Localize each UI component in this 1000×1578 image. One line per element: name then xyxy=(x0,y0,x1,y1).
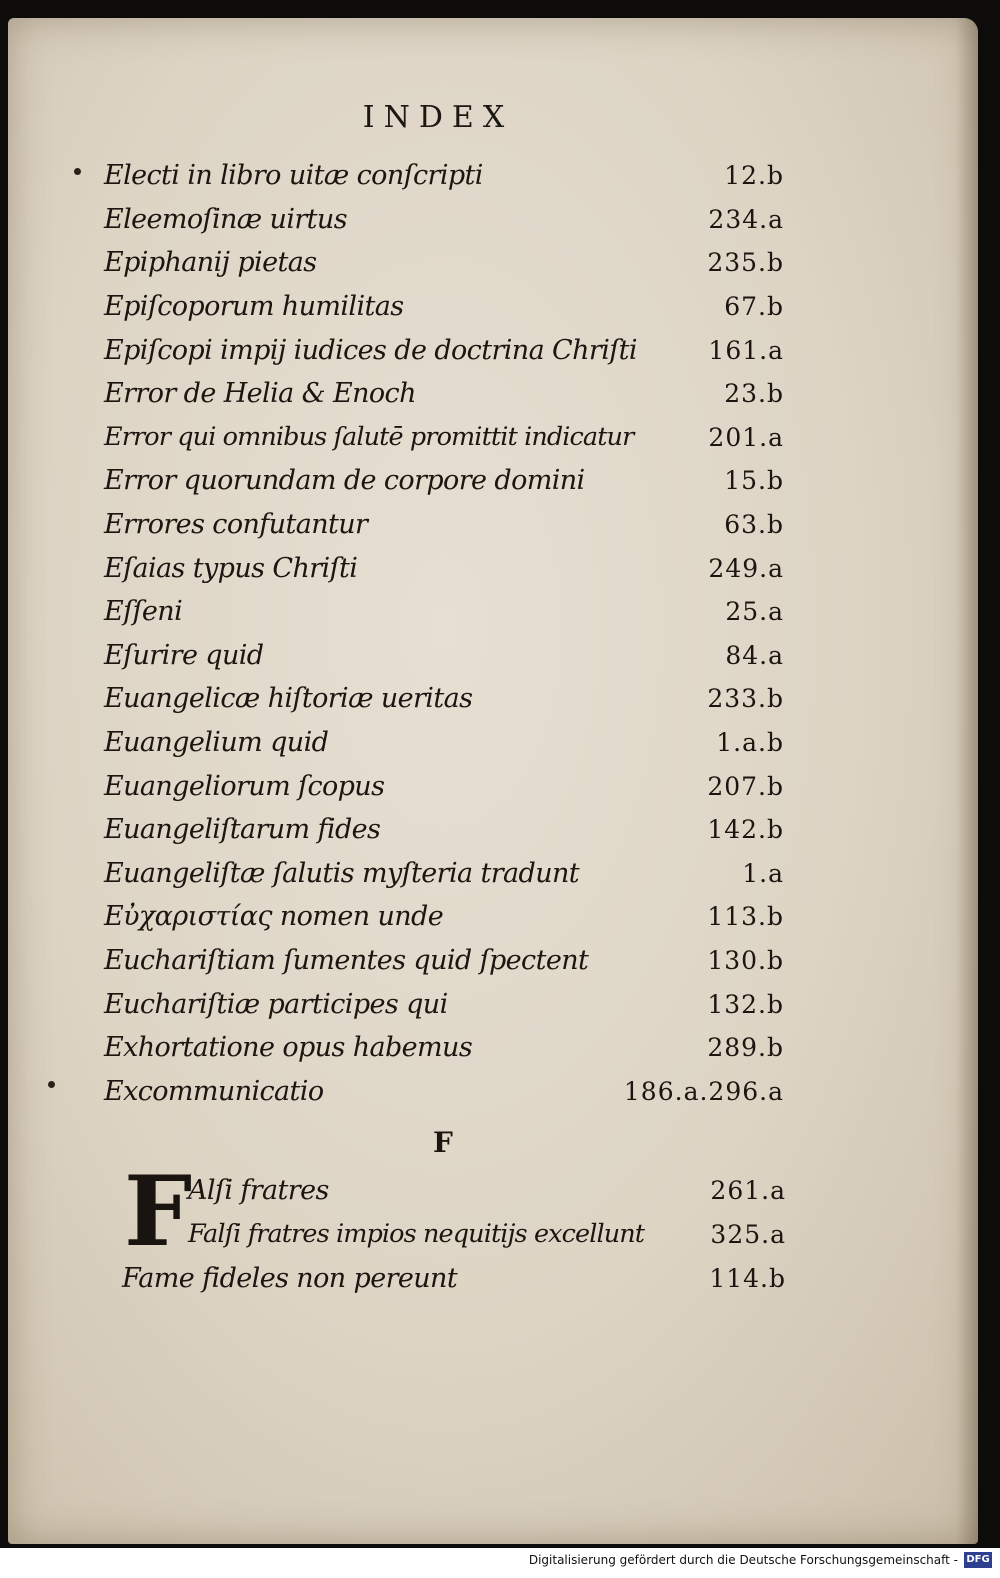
entry-ref: 114.b xyxy=(709,1263,786,1293)
entry-ref: 23.b xyxy=(724,379,784,409)
dfg-logo: DFG xyxy=(964,1552,992,1568)
f-section xyxy=(116,1155,786,1300)
entry-ref: 235.b xyxy=(707,248,784,278)
index-entry xyxy=(104,154,784,198)
entry-ref: 113.b xyxy=(707,902,784,932)
entry-term: Euchariſtiæ participes qui xyxy=(104,988,448,1020)
entry-ref: 289.b xyxy=(707,1033,784,1063)
book-page xyxy=(8,18,978,1544)
index-entry xyxy=(104,1069,784,1113)
index-entry xyxy=(104,895,784,939)
index-entry xyxy=(104,982,784,1026)
entry-term: Eſſeni xyxy=(104,596,183,628)
entry-term: Falſi fratres impios nequitijs excellunt xyxy=(188,1219,645,1249)
footer-credit: Digitalisierung gefördert durch die Deutsche Forschungsgemeinschaft - xyxy=(528,1553,958,1567)
index-entry xyxy=(104,677,784,721)
ink-mark xyxy=(48,1081,55,1088)
index-entries xyxy=(104,154,784,1113)
entry-term: Epiſcoporum humilitas xyxy=(104,291,404,323)
entry-term: Euangeliſtarum fides xyxy=(104,814,381,846)
entry-term: Errores confutantur xyxy=(104,509,368,541)
index-entry xyxy=(104,503,784,547)
entry-term: Error quorundam de corpore domini xyxy=(104,465,585,497)
entry-term: Error qui omnibus ſalutē promittit indicatur xyxy=(104,422,634,453)
entry-term: Epiphanij pietas xyxy=(104,247,317,279)
entry-term: Εὐχαριστίας nomen unde xyxy=(104,901,444,933)
index-entry xyxy=(104,852,784,896)
index-entry xyxy=(104,634,784,678)
index-entry xyxy=(116,1212,786,1256)
entry-ref: 130.b xyxy=(707,945,784,975)
entry-term: Alſi fratres xyxy=(188,1174,329,1206)
entry-ref: 325.a xyxy=(710,1219,786,1249)
entry-ref: 201.a xyxy=(708,422,784,452)
entry-term: Eſaias typus Chriſti xyxy=(104,552,358,584)
entry-term: Fame fideles non pereunt xyxy=(122,1262,458,1294)
entry-term: Euchariſtiam ſumentes quid ſpectent xyxy=(104,944,589,976)
index-entry xyxy=(104,939,784,983)
entry-term: Euangelium quid xyxy=(104,727,329,759)
index-entry xyxy=(104,721,784,765)
index-entry xyxy=(104,285,784,329)
entry-ref: 63.b xyxy=(724,510,784,540)
entry-ref: 249.a xyxy=(708,553,784,583)
entry-term: Eleemoſinæ uirtus xyxy=(104,203,347,235)
ink-mark xyxy=(74,168,81,175)
entry-ref: 1.a xyxy=(742,858,784,888)
entry-term: Euangeliorum ſcopus xyxy=(104,770,385,802)
entry-ref: 132.b xyxy=(707,989,784,1019)
index-entry xyxy=(104,459,784,503)
entry-ref: 12.b xyxy=(724,161,784,191)
index-entry xyxy=(104,416,784,460)
running-head: INDEX xyxy=(362,100,514,135)
entry-ref: 15.b xyxy=(724,466,784,496)
entry-term: Excommunicatio xyxy=(104,1075,324,1107)
entry-term: Electi in libro uitæ conſcripti xyxy=(104,160,483,192)
entry-ref: 161.a xyxy=(708,335,784,365)
entry-ref: 67.b xyxy=(724,292,784,322)
entry-ref: 84.a xyxy=(725,640,784,670)
index-entry xyxy=(104,198,784,242)
entry-ref: 261.a xyxy=(710,1175,786,1205)
index-entry xyxy=(104,808,784,852)
entry-ref: 186.a.296.a xyxy=(623,1076,784,1106)
entry-ref: 25.a xyxy=(725,597,784,627)
index-entry xyxy=(104,241,784,285)
entry-term: Error de Helia & Enoch xyxy=(104,378,416,410)
index-entry xyxy=(116,1168,786,1212)
index-entry xyxy=(104,372,784,416)
page-edge-shadow xyxy=(956,18,978,1544)
entry-ref: 234.a xyxy=(708,204,784,234)
entry-term: Exhortatione opus habemus xyxy=(104,1032,473,1064)
index-entry xyxy=(104,1026,784,1070)
entry-term: Epiſcopi impij iudices de doctrina Chriſti xyxy=(104,334,637,366)
entry-term: Euangelicæ hiſtoriæ ueritas xyxy=(104,683,473,715)
entry-ref: 233.b xyxy=(707,684,784,714)
index-entry xyxy=(104,328,784,372)
section-letter-heading: F xyxy=(433,1126,453,1159)
drop-cap-initial: F xyxy=(124,1155,193,1268)
entry-ref: 1.a.b xyxy=(716,728,784,758)
entry-term: Euangeliſtæ ſalutis myſteria tradunt xyxy=(104,857,580,889)
entry-ref: 142.b xyxy=(707,815,784,845)
entry-ref: 207.b xyxy=(707,771,784,801)
index-entry xyxy=(104,546,784,590)
entry-term: Eſurire quid xyxy=(104,639,264,671)
index-entry xyxy=(116,1256,786,1300)
index-entry xyxy=(104,590,784,634)
index-entry xyxy=(104,764,784,808)
